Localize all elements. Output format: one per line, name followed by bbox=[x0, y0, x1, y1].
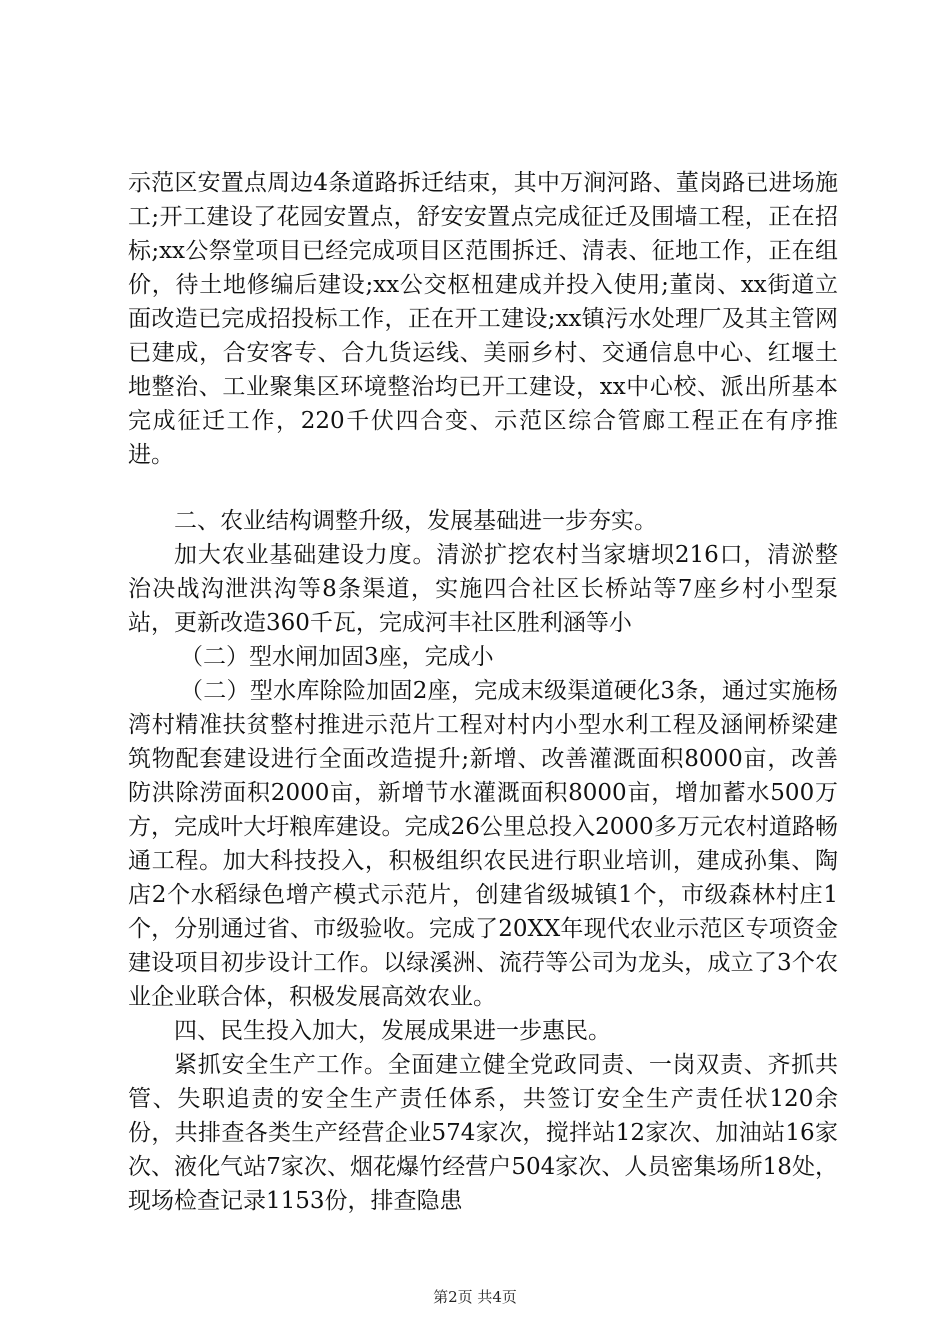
paragraph-safety-production: 紧抓安全生产工作。全面建立健全党政同责、一岗双责、齐抓共管、失职追责的安全生产责任体系，共签订安全生产责任状120余份，共排查各类生产经营企业574家次，搅拌站12家次、加油站16家次、液化气站7家次、烟花爆竹经营户504家次、人员密集场所18处，现场检查记录1153份，排查隐患 bbox=[128, 1052, 838, 1214]
section-heading-agriculture: 二、农业结构调整升级，发展基础进一步夯实。 bbox=[174, 508, 657, 534]
paragraph-gap bbox=[128, 472, 838, 504]
paragraph-agriculture-infrastructure: 加大农业基础建设力度。清淤扩挖农村当家塘坝216口，清淤整治决战沟泄洪沟等8条渠道，实施四合社区长桥站等7座乡村小型泵站，更新改造360千瓦，完成河丰社区胜利涵等小 bbox=[128, 542, 838, 636]
section-heading-livelihood: 四、民生投入加大，发展成果进一步惠民。 bbox=[174, 1018, 611, 1044]
paragraph-reservoir-reinforcement: （二）型水库除险加固2座，完成末级渠道硬化3条，通过实施杨湾村精准扶贫整村推进示范片工程对村内小型水利工程及涵闸桥梁建筑物配套建设进行全面改造提升;新增、改善灌溉面积8000亩，改善防洪除涝面积2000亩，新增节水灌溉面积8000亩，增加蓄水500万方，完成叶大圩粮库建设。完成26公里总投入2000多万元农村道路畅通工程。加大科技投入，积极组织农民进行职业培训，建成孙集、陶店2个水稻绿色增产模式示范片，创建省级城镇1个，市级森林村庄1个，分别通过省、市级验收。完成了20XX年现代农业示范区专项资金建设项目初步设计工作。以绿溪洲、流荇等公司为龙头，成立了3个农业企业联合体，积极发展高效农业。 bbox=[128, 678, 838, 1010]
paragraph-sluice-reinforcement: （二）型水闸加固3座，完成小 bbox=[180, 644, 494, 670]
paragraph-urban-construction: 示范区安置点周边4条道路拆迁结束，其中万涧河路、董岗路已进场施工;开工建设了花园安置点，舒安安置点完成征迁及围墙工程，正在招标;xx公祭堂项目已经完成项目区范围拆迁、清表、征地工作，正在组价，待土地修编后建设;xx公交枢杻建成并投入使用;董岗、xx街道立面改造已完成招投标工作，正在开工建设;xx镇污水处理厂及其主管网已建成，合安客专、合九货运线、美丽乡村、交通信息中心、红堰土地整治、工业聚集区环境整治均已开工建设，xx中心校、派出所基本完成征迁工作，220千伏四合变、示范区综合管廊工程正在有序推进。 bbox=[128, 170, 838, 468]
document-body bbox=[128, 166, 838, 1218]
page-number-footer: 第2页 共4页 bbox=[433, 1288, 517, 1306]
